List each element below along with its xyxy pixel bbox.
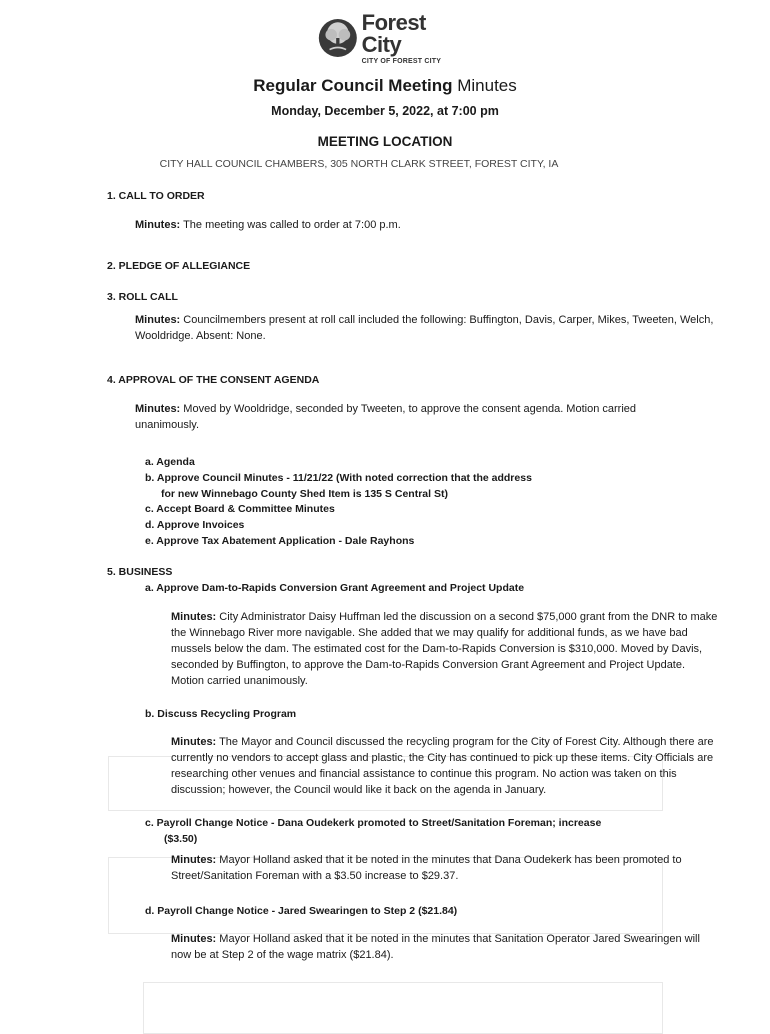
minutes-text: Moved by Wooldridge, seconded by Tweeten, to approve the consent agenda. Motion carried unanimously.	[135, 403, 637, 431]
business-item-c-minutes	[171, 852, 716, 884]
location-text: CITY HALL COUNCIL CHAMBERS, 305 NORTH CLARK STREET, FOREST CITY, IA	[159, 158, 559, 170]
business-item-c-title: c. Payroll Change Notice - Dana Oudekerk promoted to Street/Sanitation Foreman; increase	[145, 817, 602, 829]
section-heading-consent-agenda: 4. APPROVAL OF THE CONSENT AGENDA	[107, 374, 320, 386]
business-item-c-title-cont: ($3.50)	[164, 833, 198, 845]
business-item-b-title: b. Discuss Recycling Program	[145, 708, 297, 720]
document-title	[0, 76, 770, 96]
agenda-item-b-cont: for new Winnebago County Shed Item is 135 S Central St)	[161, 488, 448, 500]
business-item-b-minutes	[171, 734, 723, 798]
form-field-box	[143, 982, 663, 1034]
business-item-d-minutes	[171, 931, 716, 963]
minutes-label: Minutes:	[135, 219, 181, 231]
business-item-a-minutes	[171, 609, 719, 689]
minutes-text: The meeting was called to order at 7:00 p.m.	[180, 219, 401, 231]
minutes-label: Minutes:	[135, 314, 181, 326]
minutes-label: Minutes:	[171, 736, 217, 748]
section-heading-business: 5. BUSINESS	[107, 566, 173, 578]
minutes-label: Minutes:	[171, 854, 217, 866]
meeting-date: Monday, December 5, 2022, at 7:00 pm	[271, 104, 499, 118]
title-bold: Regular Council Meeting	[253, 76, 453, 95]
location-heading: MEETING LOCATION	[317, 134, 453, 149]
minutes-text: The Mayor and Council discussed the recycling program for the City of Forest City. Although there are currently no vendors to accept glass and plastic, the City has continued to pick up these items. City Officials are researching other venues and financial assistance to continue this program. No action was taken on this discussion; however, the Council would like it back on the agenda in January.	[171, 736, 714, 796]
minutes-label: Minutes:	[135, 403, 181, 415]
city-logo	[318, 9, 452, 65]
section-heading-roll-call: 3. ROLL CALL	[107, 291, 178, 303]
call-to-order-minutes	[135, 217, 715, 233]
tree-logo-icon	[318, 14, 358, 62]
consent-agenda-minutes	[135, 401, 675, 433]
section-heading-call-to-order: 1. CALL TO ORDER	[107, 190, 205, 202]
agenda-item-d: d. Approve Invoices	[145, 519, 245, 531]
minutes-label: Minutes:	[171, 611, 217, 623]
business-item-a-title: a. Approve Dam-to-Rapids Conversion Grant Agreement and Project Update	[145, 582, 525, 594]
logo-name: Forest City	[361, 9, 426, 57]
logo-subtitle: CITY OF FOREST CITY	[361, 57, 442, 65]
minutes-text: Mayor Holland asked that it be noted in the minutes that Sanitation Operator Jared Swearingen will now be at Step 2 of the wage matrix ($21.84).	[171, 933, 700, 961]
roll-call-minutes	[135, 312, 715, 344]
minutes-text: Mayor Holland asked that it be noted in the minutes that Dana Oudekerk has been promoted to Street/Sanitation Foreman with a $3.50 increase to $29.37.	[171, 854, 682, 882]
title-rest: Minutes	[452, 76, 517, 95]
section-heading-pledge: 2. PLEDGE OF ALLEGIANCE	[107, 260, 251, 272]
minutes-label: Minutes:	[171, 933, 217, 945]
agenda-item-e: e. Approve Tax Abatement Application - Dale Rayhons	[145, 535, 415, 547]
agenda-item-c: c. Accept Board & Committee Minutes	[145, 503, 335, 515]
agenda-item-a: a. Agenda	[145, 456, 195, 468]
minutes-text: City Administrator Daisy Huffman led the discussion on a second $75,000 grant from the DNR to make the Winnebago River more navigable. She added that we may qualify for additional funds, as we have bad mussels below the dam. The estimated cost for the Dam-to-Rapids Conversion is $310,000. Moved by Davis, seconded by Buffington, to approve the Dam-to-Rapids Conversion Grant Agreement and Project Update. Motion carried unanimously.	[171, 611, 718, 687]
agenda-item-b: b. Approve Council Minutes - 11/21/22 (With noted correction that the address	[145, 472, 532, 484]
business-item-d-title: d. Payroll Change Notice - Jared Swearingen to Step 2 ($21.84)	[145, 905, 458, 917]
minutes-text: Councilmembers present at roll call included the following: Buffington, Davis, Carper, Mikes, Tweeten, Welch, Wooldridge. Absent: None.	[135, 314, 714, 342]
